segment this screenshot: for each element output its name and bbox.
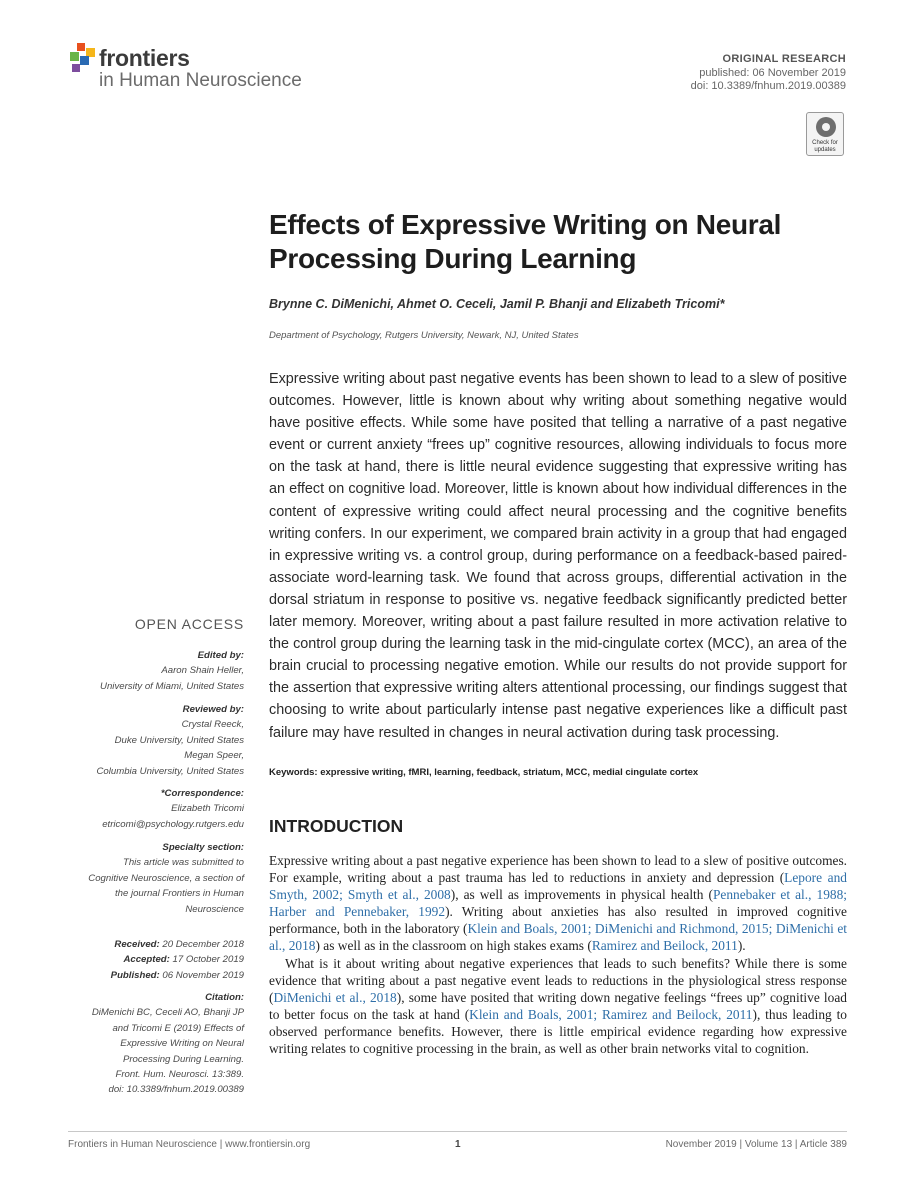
citation-line: Processing During Learning. [122, 1053, 244, 1065]
received-label: Received: [114, 939, 160, 950]
section-heading-introduction: INTRODUCTION [269, 816, 404, 836]
editor-name: Aaron Shain Heller, [161, 665, 244, 677]
brand-name: frontiers [99, 45, 190, 71]
open-access-label: OPEN ACCESS [134, 616, 244, 632]
citation-link[interactable]: Ramirez and Beilock, 2011 [591, 938, 738, 954]
citation-line: and Tricomi E (2019) Effects of [112, 1022, 244, 1034]
keywords-label: Keywords: [269, 767, 318, 778]
journal-name: in Human Neuroscience [99, 70, 302, 91]
citation-link[interactable]: Klein and Boals, 2001; Ramirez and Beilock, 2011 [469, 1006, 753, 1022]
citation-link[interactable]: Klein and Boals, 2001; DiMenichi and Richmond, 2015; DiMenichi et al., 2018 [269, 921, 848, 954]
citation-line: DiMenichi BC, Ceceli AO, Bhanji JP [91, 1007, 244, 1019]
received-date: Received: 20 December 2018 [114, 939, 244, 950]
citation-link[interactable]: Lepore and Smyth, 2002; Smyth et al., 2008 [269, 870, 847, 903]
paragraph: What is it about writing about negative experiences that leads to such benefits? While there is some evidence that writing about a past negative event leads to reductions in the physiological stress response (DiMenichi et al., 2018), some have posited that writing down negative feelings “frees up” cognitive load to better focus on the task at hand (Klein and Boals, 2001; Ramirez and Beilock, 2011), thus leading to observed performance benefits. However, there is little empirical evidence regarding how expressive writing relates to cognitive processing in the brain, as well as other brain networks vital to cognition. [269, 955, 847, 1057]
abstract: Expressive writing about past negative events has been shown to lead to a slew of positive outcomes. However, little is known about why writing about something negative would have positive effects. While some have posited that telling a narrative of a past negative event or current anxiety “frees up” cognitive resources, allowing individuals to focus more on the task at hand, there is little neural evidence suggesting that expressive writing has an effect on cognitive load. Moreover, little is known about how individual differences in the content of expressive writing could affect neural processing and the cognitive benefits writing confers. In our experiment, we compared brain activity in a group that had engaged in expressive writing vs. a control group, during performance on a feedback-based paired-associate word-learning task. We found that across groups, differential activation in the dorsal striatum in response to positive vs. negative feedback significantly predicted better later memory. Moreover, writing about a past failure resulted in more activation relative to the control group during the learning task in the mid-cingulate cortex (MCC), an area of the brain crucial to processing negative emotion. While our results do not provide support for the assertion that expressive writing alters attentional processing, our findings suggest that choosing to write about particularly intense past negative experiences like a difficult past failure may have resulted in changes in neural activation during task processing. [269, 371, 847, 741]
specialty-section [40, 840, 244, 917]
accepted-date: Accepted: 17 October 2019 [123, 954, 244, 966]
specialty-label: Specialty section: [162, 842, 244, 853]
reviewed-by-label: Reviewed by: [182, 704, 244, 715]
article-type: ORIGINAL RESEARCH [722, 53, 846, 65]
citation-line: Expressive Writing on Neural [120, 1038, 244, 1050]
citation-line: Front. Hum. Neurosci. 13:389. [115, 1069, 244, 1081]
published-date: published: 06 November 2019 [699, 67, 846, 79]
reviewer-affiliation: Columbia University, United States [96, 765, 244, 777]
correspondence-section [40, 786, 244, 832]
footer-volume-info: November 2019 | Volume 13 | Article 389 [665, 1139, 847, 1150]
reviewer-name: Crystal Reeck, [181, 719, 244, 731]
edited-by-section [40, 648, 244, 694]
citation-label: Citation: [205, 992, 244, 1003]
dates-section [40, 937, 244, 983]
author-list: Brynne C. DiMenichi, Ahmet O. Ceceli, Jamil P. Bhanji and Elizabeth Tricomi* [269, 297, 725, 311]
specialty-line: Neuroscience [185, 903, 244, 915]
citation-section [40, 990, 244, 1098]
frontiers-logo-icon [68, 42, 98, 76]
footer-journal-link[interactable]: Frontiers in Human Neuroscience | www.frontiersin.org [68, 1139, 311, 1150]
paragraph: Expressive writing about a past negative experience has been shown to lead to a slew of positive outcomes. For example, writing about a past trauma has led to reductions in anxiety and depression (Lepore and Smyth, 2002; Smyth et al., 2008), as well as improvements in physical health (Pennebaker et al., 1988; Harber and Pennebaker, 1992). Writing about anxieties has also resulted in improved cognitive performance, both in the laboratory (Klein and Boals, 2001; DiMenichi and Richmond, 2015; DiMenichi et al., 2018) as well as in the classroom on high stakes exams (Ramirez and Beilock, 2011). [269, 853, 848, 954]
reviewer-affiliation: Duke University, United States [114, 734, 244, 746]
reviewer-name: Megan Speer, [184, 750, 244, 762]
introduction-body [269, 852, 847, 1057]
check-updates-icon [816, 117, 836, 137]
specialty-line: Cognitive Neuroscience, a section of [88, 872, 244, 884]
doi-link[interactable]: doi: 10.3389/fnhum.2019.00389 [690, 80, 846, 92]
citation-link[interactable]: Pennebaker et al., 1988; Harber and Pennebaker, 1992 [269, 887, 847, 920]
accepted-label: Accepted: [123, 954, 170, 966]
page-number: 1 [455, 1139, 461, 1150]
citation-link[interactable]: DiMenichi et al., 2018 [273, 989, 397, 1005]
affiliation: Department of Psychology, Rutgers University, Newark, NJ, United States [269, 330, 579, 341]
keywords [269, 767, 698, 778]
published-date-side: Published: 06 November 2019 [110, 969, 244, 981]
citation-doi[interactable]: doi: 10.3389/fnhum.2019.00389 [108, 1084, 244, 1096]
reviewed-by-section [40, 702, 244, 779]
check-for-updates-button[interactable] [806, 112, 844, 156]
editor-affiliation: University of Miami, United States [100, 680, 244, 692]
footer-divider [68, 1131, 847, 1132]
article-title: Effects of Expressive Writing on Neural Processing During Learning [269, 209, 782, 274]
specialty-line: the journal Frontiers in Human [114, 888, 244, 900]
correspondence-name: Elizabeth Tricomi [171, 803, 244, 815]
keywords-list: expressive writing, fMRI, learning, feedback, striatum, MCC, medial cingulate cortex [320, 767, 699, 778]
published-label: Published: [110, 969, 160, 981]
check-updates-label: Check for updates [812, 140, 838, 153]
correspondence-label: *Correspondence: [160, 788, 244, 799]
specialty-line: This article was submitted to [122, 857, 244, 869]
correspondence-email[interactable]: etricomi@psychology.rutgers.edu [102, 818, 244, 830]
edited-by-label: Edited by: [197, 650, 244, 661]
